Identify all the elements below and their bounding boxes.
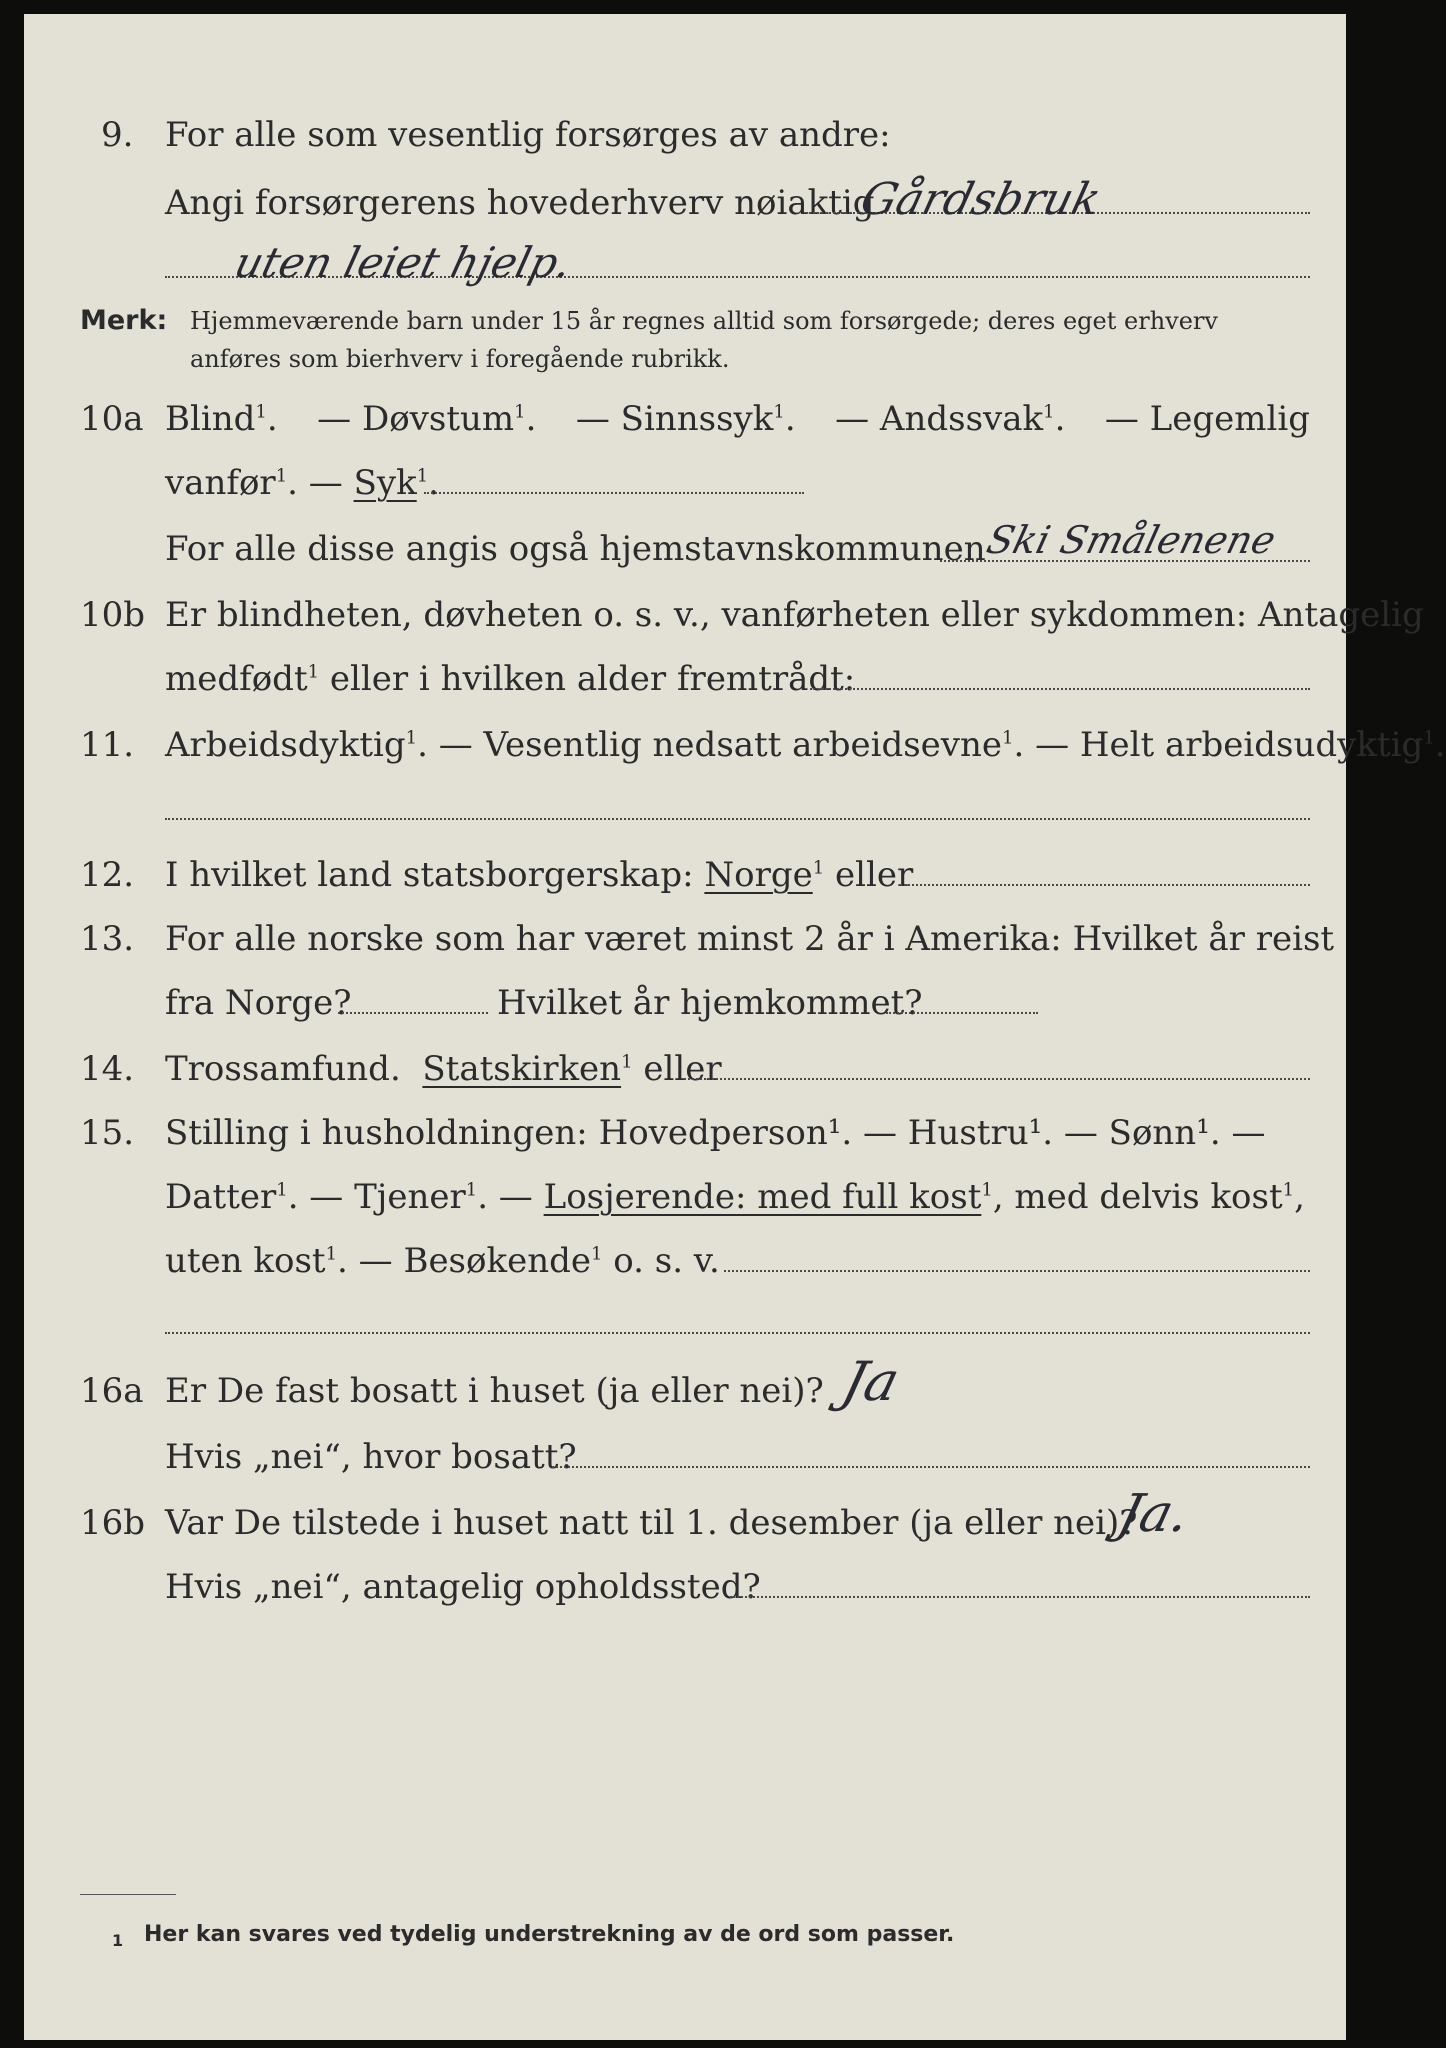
q16b-line2: Hvis „nei“, antagelig opholdssted? bbox=[165, 1567, 761, 1607]
q13-line2b: Hvilket år hjemkommet? bbox=[497, 983, 923, 1023]
q13-number: 13. bbox=[80, 919, 135, 959]
q14-line: Trossamfund. Statskirken$^1$ eller bbox=[165, 1049, 722, 1089]
q10a-dovstum: — Døvstum bbox=[317, 399, 515, 439]
q10b-number: 10b bbox=[80, 595, 146, 635]
census-form-page bbox=[24, 14, 1446, 2040]
q10a-andssvak: — Andssvak bbox=[835, 399, 1044, 439]
q16b-answer-line bbox=[730, 1596, 1310, 1598]
q10a-sinnssyk: — Sinnssyk bbox=[575, 399, 774, 439]
q14-answer-line bbox=[684, 1078, 1310, 1080]
q9-handwritten-occupation: Gårdsbruk bbox=[855, 174, 1106, 225]
q10a-answer-line1 bbox=[424, 492, 804, 494]
q13-line1: For alle norske som har været minst 2 år i Amerika: Hvilket år reist bbox=[165, 919, 1335, 959]
q14-statskirken-underlined: Statskirken bbox=[422, 1049, 622, 1089]
q10b-line1: Er blindheten, døvheten o. s. v., vanførheten eller sykdommen: Antagelig bbox=[165, 595, 1424, 635]
q11-number: 11. bbox=[80, 725, 135, 765]
q14-number: 14. bbox=[80, 1049, 135, 1089]
q13-answer-line2 bbox=[886, 1012, 1038, 1014]
merk-label: Merk: bbox=[80, 305, 168, 336]
q12-norge-underlined: Norge bbox=[704, 855, 813, 895]
q15-line3: uten kost$^1$. — Besøkende$^1$ o. s. v. bbox=[165, 1241, 720, 1281]
q10a-line1: Blind$^1$. — Døvstum$^1$. — Sinnssyk$^1$. — Andssvak$^1$. — Legemlig bbox=[165, 399, 1310, 439]
q15-losjerende-underlined: Losjerende: med full kost bbox=[543, 1177, 982, 1217]
q13-answer-line1 bbox=[338, 1012, 488, 1014]
footnote-mark: 1 bbox=[112, 1931, 124, 1950]
q10b-answer-line bbox=[810, 688, 1310, 690]
q10a-syk-underlined: Syk bbox=[353, 463, 417, 503]
q16b-line1: Var De tilstede i huset natt til 1. desember (ja eller nei)? bbox=[165, 1503, 1138, 1543]
q16a-answer-line bbox=[552, 1466, 1310, 1468]
q16a-line2: Hvis „nei“, hvor bosatt? bbox=[165, 1437, 577, 1477]
q12-line: I hvilket land statsborgerskap: Norge$^1$ eller bbox=[165, 855, 914, 895]
q15-answer-line2 bbox=[165, 1332, 1310, 1334]
q10a-number: 10a bbox=[80, 399, 144, 439]
q15-number: 15. bbox=[80, 1113, 135, 1153]
q15-answer-line1 bbox=[724, 1270, 1310, 1272]
footnote-rule bbox=[80, 1894, 176, 1895]
q11-line: Arbeidsdyktig$^1$. — Vesentlig nedsatt arbeidsevne$^1$. — Helt arbeidsudyktig$^1$. bbox=[165, 725, 1446, 765]
q10a-line3: For alle disse angis også hjemstavnskommunen bbox=[165, 529, 986, 569]
q9-number: 9. bbox=[101, 115, 134, 155]
q10a-blind: Blind bbox=[165, 399, 256, 439]
merk-line2: anføres som bierhverv i foregående rubrikk. bbox=[190, 345, 730, 373]
q16b-handwritten-answer: Ja. bbox=[1112, 1484, 1196, 1544]
q15-line1: Stilling i husholdningen: Hovedperson¹. — Hustru¹. — Sønn¹. — bbox=[165, 1113, 1266, 1153]
footnote-text: Her kan svares ved tydelig understrekning av de ord som passer. bbox=[144, 1922, 955, 1947]
q10a-line2: vanfør$^1$. — Syk$^1$. bbox=[165, 463, 439, 503]
q16a-number: 16a bbox=[80, 1371, 144, 1411]
q12-answer-line bbox=[900, 884, 1310, 886]
q16a-handwritten-answer: Ja bbox=[836, 1350, 906, 1413]
q16b-number: 16b bbox=[80, 1503, 146, 1543]
q10a-legemlig: — Legemlig bbox=[1104, 399, 1310, 439]
q15-line2: Datter$^1$. — Tjener$^1$. — Losjerende: med full kost$^1$, med delvis kost$^1$, bbox=[165, 1177, 1305, 1217]
q9-handwritten-detail: uten leiet hjelp. bbox=[229, 238, 577, 287]
q16a-line1: Er De fast bosatt i huset (ja eller nei)? bbox=[165, 1371, 824, 1411]
q13-line2a: fra Norge? bbox=[165, 983, 352, 1023]
merk-line1: Hjemmeværende barn under 15 år regnes alltid som forsørgede; deres eget erhverv bbox=[190, 307, 1218, 335]
q10a-handwritten-municipality: Ski Smålenene bbox=[982, 518, 1281, 562]
q9-line2: Angi forsørgerens hovederhverv nøiaktig bbox=[165, 183, 875, 223]
q10a-vanfor: vanfør bbox=[165, 463, 276, 503]
q9-line1: For alle som vesentlig forsørges av andre: bbox=[165, 115, 891, 155]
q11-answer-line bbox=[165, 818, 1310, 820]
q10b-line2: medfødt$^1$ eller i hvilken alder fremtrådt: bbox=[165, 659, 856, 699]
q12-number: 12. bbox=[80, 855, 135, 895]
